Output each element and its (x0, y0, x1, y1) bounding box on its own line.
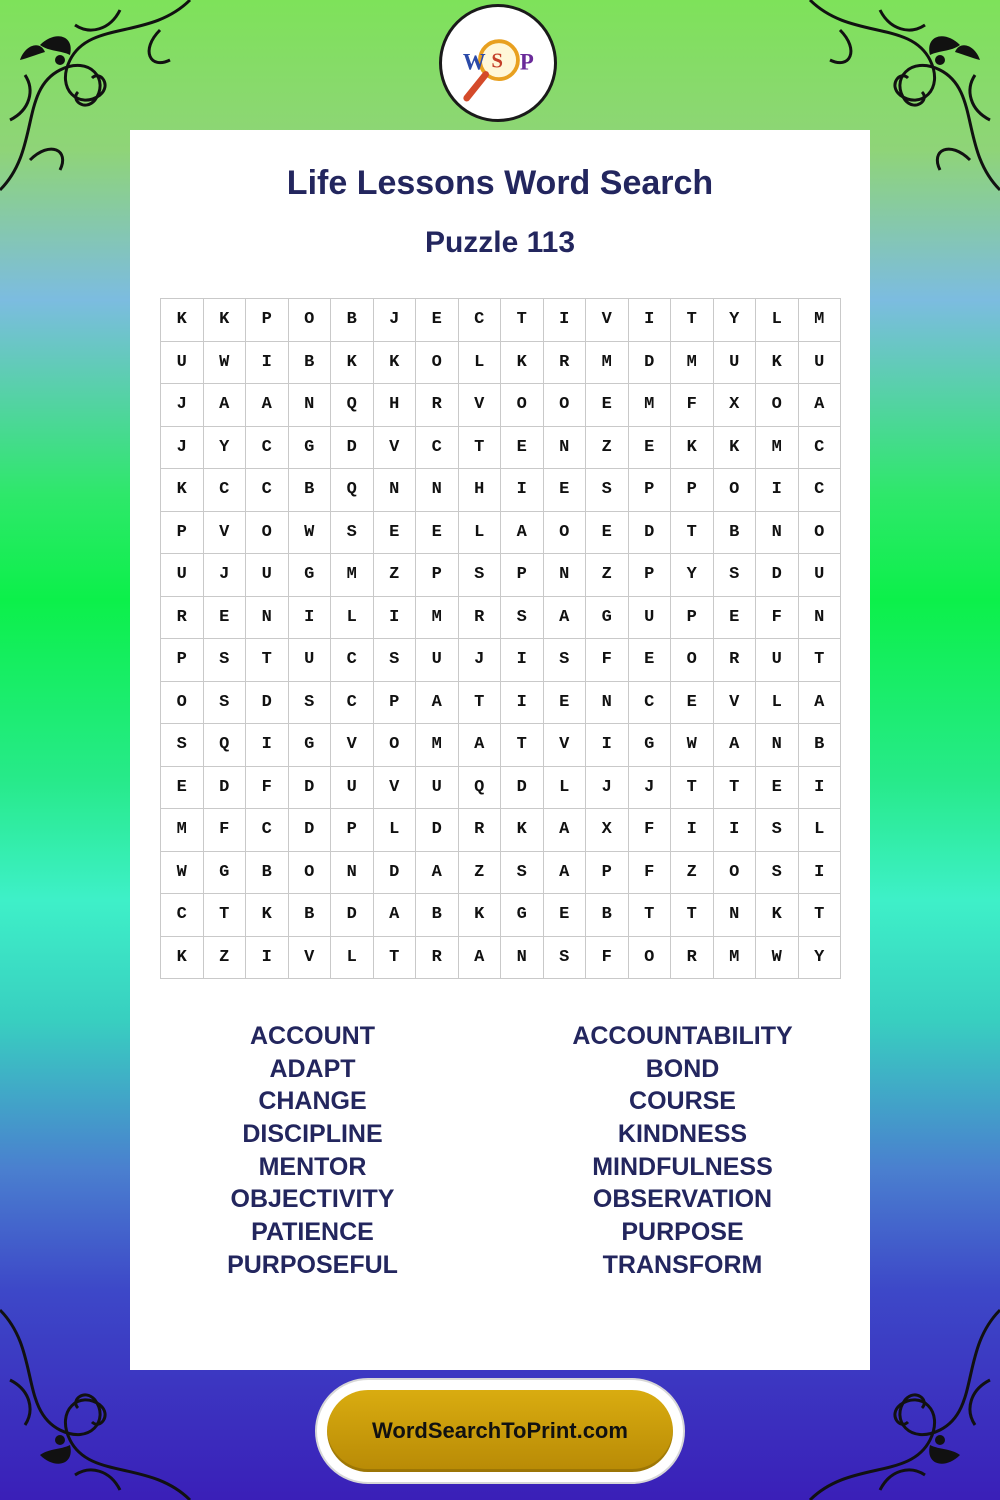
grid-cell[interactable]: V (544, 724, 587, 767)
grid-cell[interactable]: I (501, 682, 544, 725)
grid-cell[interactable]: J (161, 384, 204, 427)
grid-cell[interactable]: W (289, 512, 332, 555)
grid-cell[interactable]: E (586, 512, 629, 555)
grid-cell[interactable]: E (544, 469, 587, 512)
grid-cell[interactable]: I (799, 852, 842, 895)
grid-cell[interactable]: B (799, 724, 842, 767)
word-list-item: ACCOUNT (250, 1022, 375, 1050)
grid-cell[interactable]: Z (204, 937, 247, 980)
grid-cell[interactable]: C (246, 809, 289, 852)
grid-cell[interactable]: F (756, 597, 799, 640)
grid-cell[interactable]: N (289, 384, 332, 427)
word-list-item: ADAPT (269, 1054, 356, 1083)
grid-cell[interactable]: U (714, 342, 757, 385)
grid-cell[interactable]: R (671, 937, 714, 980)
grid-cell[interactable]: O (289, 852, 332, 895)
grid-cell[interactable]: I (586, 724, 629, 767)
grid-cell[interactable]: B (331, 299, 374, 342)
grid-cell[interactable]: E (161, 767, 204, 810)
grid-cell[interactable]: D (331, 894, 374, 937)
grid-cell[interactable]: I (501, 639, 544, 682)
grid-cell[interactable]: F (629, 852, 672, 895)
puzzle-card (130, 130, 870, 1370)
magnifier-logo-icon (442, 7, 554, 119)
grid-cell[interactable]: I (544, 299, 587, 342)
grid-cell[interactable]: C (246, 427, 289, 470)
logo-letter-p: P (519, 49, 534, 75)
grid-cell[interactable]: F (629, 809, 672, 852)
grid-cell[interactable]: W (161, 852, 204, 895)
grid-cell[interactable]: H (374, 384, 417, 427)
grid-cell[interactable]: K (246, 894, 289, 937)
grid-cell[interactable]: A (246, 384, 289, 427)
grid-cell[interactable]: U (161, 554, 204, 597)
grid-cell[interactable]: B (289, 894, 332, 937)
grid-cell[interactable]: A (799, 384, 842, 427)
grid-cell[interactable]: S (714, 554, 757, 597)
grid-cell[interactable]: U (799, 342, 842, 385)
grid-cell[interactable]: Q (331, 384, 374, 427)
grid-cell[interactable]: U (629, 597, 672, 640)
grid-cell[interactable]: D (501, 767, 544, 810)
grid-cell[interactable]: C (331, 639, 374, 682)
grid-cell[interactable]: M (671, 342, 714, 385)
grid-cell[interactable]: D (246, 682, 289, 725)
grid-cell[interactable]: U (799, 554, 842, 597)
grid-cell[interactable]: L (331, 597, 374, 640)
grid-cell[interactable]: V (586, 299, 629, 342)
grid-cell[interactable]: K (161, 469, 204, 512)
grid-cell[interactable]: P (671, 597, 714, 640)
word-list-item: MENTOR (258, 1152, 367, 1181)
grid-cell[interactable]: I (246, 937, 289, 980)
grid-cell[interactable]: S (161, 724, 204, 767)
grid-cell[interactable]: D (416, 809, 459, 852)
grid-cell[interactable]: T (799, 894, 842, 937)
grid-cell[interactable]: B (289, 469, 332, 512)
grid-cell[interactable]: A (544, 809, 587, 852)
grid-cell[interactable]: O (246, 512, 289, 555)
grid-cell[interactable]: E (544, 894, 587, 937)
grid-cell[interactable]: C (204, 469, 247, 512)
grid-cell[interactable]: I (799, 767, 842, 810)
grid-cell[interactable]: G (289, 554, 332, 597)
grid-cell[interactable]: U (331, 767, 374, 810)
grid-cell[interactable]: U (289, 639, 332, 682)
grid-cell[interactable]: I (714, 809, 757, 852)
grid-cell[interactable]: S (204, 682, 247, 725)
grid-cell[interactable]: J (586, 767, 629, 810)
grid-cell[interactable]: Y (799, 937, 842, 980)
word-list-item: PURPOSEFUL (227, 1250, 398, 1279)
grid-cell[interactable]: O (544, 384, 587, 427)
grid-cell[interactable]: Z (586, 427, 629, 470)
grid-cell[interactable]: V (374, 767, 417, 810)
grid-cell[interactable]: W (204, 342, 247, 385)
grid-cell[interactable]: I (629, 299, 672, 342)
site-link[interactable]: WordSearchToPrint.com (327, 1390, 673, 1472)
grid-cell[interactable]: G (501, 894, 544, 937)
grid-cell[interactable]: S (756, 809, 799, 852)
grid-cell[interactable]: Y (204, 427, 247, 470)
grid-cell[interactable]: N (416, 469, 459, 512)
grid-cell[interactable]: S (756, 852, 799, 895)
grid-cell[interactable]: K (374, 342, 417, 385)
grid-cell[interactable]: N (374, 469, 417, 512)
grid-cell[interactable]: M (161, 809, 204, 852)
grid-cell[interactable]: S (459, 554, 502, 597)
grid-cell[interactable]: G (204, 852, 247, 895)
grid-cell[interactable]: A (714, 724, 757, 767)
grid-cell[interactable]: R (544, 342, 587, 385)
grid-cell[interactable]: K (671, 427, 714, 470)
grid-cell[interactable]: F (246, 767, 289, 810)
grid-cell[interactable]: T (714, 767, 757, 810)
grid-cell[interactable]: E (416, 299, 459, 342)
grid-cell[interactable]: A (501, 512, 544, 555)
grid-cell[interactable]: N (756, 512, 799, 555)
grid-cell[interactable]: T (246, 639, 289, 682)
word-list-item: MINDFULNESS (592, 1152, 773, 1181)
grid-cell[interactable]: N (331, 852, 374, 895)
grid-cell[interactable]: A (544, 597, 587, 640)
wsp-logo (439, 4, 557, 122)
grid-cell[interactable]: V (459, 384, 502, 427)
grid-cell[interactable]: P (629, 469, 672, 512)
grid-cell[interactable]: I (756, 469, 799, 512)
word-list-item: COURSE (629, 1087, 736, 1116)
grid-cell[interactable]: E (714, 597, 757, 640)
grid-cell[interactable]: O (714, 852, 757, 895)
grid-cell[interactable]: S (204, 639, 247, 682)
grid-cell[interactable]: J (204, 554, 247, 597)
grid-cell[interactable]: A (416, 682, 459, 725)
grid-cell[interactable]: K (714, 427, 757, 470)
grid-cell[interactable]: K (756, 894, 799, 937)
grid-cell[interactable]: P (331, 809, 374, 852)
grid-cell[interactable]: Q (204, 724, 247, 767)
grid-cell[interactable]: V (204, 512, 247, 555)
grid-cell[interactable]: A (459, 937, 502, 980)
grid-cell[interactable]: A (799, 682, 842, 725)
grid-cell[interactable]: C (799, 469, 842, 512)
grid-cell[interactable]: M (331, 554, 374, 597)
word-list-item: KINDNESS (617, 1120, 748, 1149)
grid-cell[interactable]: T (459, 427, 502, 470)
grid-cell[interactable]: L (331, 937, 374, 980)
grid-cell[interactable]: J (161, 427, 204, 470)
grid-cell[interactable]: R (416, 937, 459, 980)
grid-cell[interactable]: O (756, 384, 799, 427)
grid-cell[interactable]: P (161, 512, 204, 555)
grid-cell[interactable]: Y (714, 299, 757, 342)
grid-cell[interactable]: Q (331, 469, 374, 512)
grid-cell[interactable]: C (246, 469, 289, 512)
grid-cell[interactable]: E (374, 512, 417, 555)
grid-cell[interactable]: Y (671, 554, 714, 597)
grid-cell[interactable]: T (671, 512, 714, 555)
grid-cell[interactable]: M (586, 342, 629, 385)
grid-cell[interactable]: A (204, 384, 247, 427)
grid-cell[interactable]: N (544, 427, 587, 470)
grid-cell[interactable]: V (374, 427, 417, 470)
word-list-item: ACCOUNTABILITY (572, 1022, 793, 1050)
grid-cell[interactable]: T (671, 894, 714, 937)
grid-cell[interactable]: A (374, 894, 417, 937)
grid-cell[interactable]: C (161, 894, 204, 937)
word-list-item: PURPOSE (621, 1218, 744, 1247)
grid-cell[interactable]: I (289, 597, 332, 640)
grid-cell[interactable]: N (756, 724, 799, 767)
grid-cell[interactable]: A (544, 852, 587, 895)
grid-cell[interactable]: K (204, 299, 247, 342)
grid-cell[interactable]: H (459, 469, 502, 512)
grid-cell[interactable]: S (501, 597, 544, 640)
grid-cell[interactable]: E (544, 682, 587, 725)
grid-cell[interactable]: M (756, 427, 799, 470)
grid-cell[interactable]: S (374, 639, 417, 682)
grid-cell[interactable]: O (544, 512, 587, 555)
grid-cell[interactable]: I (374, 597, 417, 640)
grid-cell[interactable]: K (501, 342, 544, 385)
grid-cell[interactable]: K (459, 894, 502, 937)
grid-cell[interactable]: U (416, 639, 459, 682)
grid-cell[interactable]: B (714, 512, 757, 555)
grid-cell[interactable]: R (161, 597, 204, 640)
grid-cell[interactable]: D (204, 767, 247, 810)
grid-cell[interactable]: Q (459, 767, 502, 810)
grid-cell[interactable]: I (501, 469, 544, 512)
grid-cell[interactable]: O (629, 937, 672, 980)
grid-cell[interactable]: Z (459, 852, 502, 895)
grid-cell[interactable]: E (629, 427, 672, 470)
grid-cell[interactable]: L (756, 682, 799, 725)
grid-cell[interactable]: Z (374, 554, 417, 597)
grid-cell[interactable]: M (416, 597, 459, 640)
grid-cell[interactable]: S (586, 469, 629, 512)
grid-cell[interactable]: L (544, 767, 587, 810)
grid-cell[interactable]: G (289, 427, 332, 470)
grid-cell[interactable]: T (671, 767, 714, 810)
grid-cell[interactable]: S (544, 639, 587, 682)
grid-cell[interactable]: F (586, 937, 629, 980)
grid-cell[interactable]: T (501, 724, 544, 767)
grid-cell[interactable]: P (501, 554, 544, 597)
grid-cell[interactable]: C (416, 427, 459, 470)
grid-cell[interactable]: K (161, 937, 204, 980)
grid-cell[interactable]: E (586, 384, 629, 427)
grid-cell[interactable]: O (714, 469, 757, 512)
grid-cell[interactable]: L (756, 299, 799, 342)
grid-cell[interactable]: O (501, 384, 544, 427)
grid-cell[interactable]: B (416, 894, 459, 937)
grid-cell[interactable]: D (629, 512, 672, 555)
grid-cell[interactable]: G (289, 724, 332, 767)
grid-cell[interactable]: B (246, 852, 289, 895)
grid-cell[interactable]: K (501, 809, 544, 852)
word-list-item: PATIENCE (251, 1218, 374, 1247)
grid-cell[interactable]: P (246, 299, 289, 342)
grid-cell[interactable]: N (544, 554, 587, 597)
grid-cell[interactable]: P (586, 852, 629, 895)
grid-cell[interactable]: V (331, 724, 374, 767)
grid-cell[interactable]: N (246, 597, 289, 640)
grid-cell[interactable]: X (714, 384, 757, 427)
logo-letter-w: W (462, 49, 486, 75)
grid-cell[interactable]: T (671, 299, 714, 342)
grid-cell[interactable]: D (289, 767, 332, 810)
grid-cell[interactable]: W (756, 937, 799, 980)
grid-cell[interactable]: D (289, 809, 332, 852)
grid-cell[interactable]: N (799, 597, 842, 640)
grid-cell[interactable]: N (714, 894, 757, 937)
grid-cell[interactable]: P (629, 554, 672, 597)
grid-cell[interactable]: P (161, 639, 204, 682)
grid-cell[interactable]: K (161, 299, 204, 342)
grid-cell[interactable]: R (459, 809, 502, 852)
grid-cell[interactable]: I (246, 724, 289, 767)
grid-cell[interactable]: O (416, 342, 459, 385)
grid-cell[interactable]: M (629, 384, 672, 427)
grid-cell[interactable]: N (586, 682, 629, 725)
grid-cell[interactable]: T (799, 639, 842, 682)
grid-cell[interactable]: L (459, 342, 502, 385)
grid-cell[interactable]: R (714, 639, 757, 682)
grid-cell[interactable]: P (374, 682, 417, 725)
grid-cell[interactable]: O (671, 639, 714, 682)
site-banner[interactable] (315, 1378, 685, 1484)
logo-letter-s: S (491, 48, 503, 73)
grid-cell[interactable]: S (289, 682, 332, 725)
grid-cell[interactable]: L (799, 809, 842, 852)
grid-cell[interactable]: W (671, 724, 714, 767)
grid-cell[interactable]: Z (586, 554, 629, 597)
grid-cell[interactable]: R (416, 384, 459, 427)
grid-cell[interactable]: I (246, 342, 289, 385)
grid-cell[interactable]: P (416, 554, 459, 597)
grid-cell[interactable]: C (629, 682, 672, 725)
grid-cell[interactable]: D (756, 554, 799, 597)
grid-cell[interactable]: B (289, 342, 332, 385)
grid-cell[interactable]: O (799, 512, 842, 555)
word-list-item: OBSERVATION (592, 1185, 773, 1214)
grid-cell[interactable]: J (629, 767, 672, 810)
grid-cell[interactable]: A (416, 852, 459, 895)
grid-cell[interactable]: T (374, 937, 417, 980)
grid-cell[interactable]: C (331, 682, 374, 725)
puzzle-number: Puzzle 113 (424, 226, 576, 259)
grid-cell[interactable]: B (586, 894, 629, 937)
grid-cell[interactable]: E (671, 682, 714, 725)
grid-cell[interactable]: G (629, 724, 672, 767)
grid-cell[interactable]: E (501, 427, 544, 470)
letter-grid (160, 298, 841, 979)
grid-cell[interactable]: K (331, 342, 374, 385)
grid-cell[interactable]: U (416, 767, 459, 810)
grid-cell[interactable]: N (501, 937, 544, 980)
word-list (130, 1020, 870, 1282)
word-list-item: CHANGE (258, 1087, 367, 1116)
grid-cell[interactable]: K (756, 342, 799, 385)
grid-cell[interactable]: U (246, 554, 289, 597)
grid-cell[interactable]: O (289, 299, 332, 342)
grid-cell[interactable]: E (629, 639, 672, 682)
grid-cell[interactable]: T (629, 894, 672, 937)
grid-cell[interactable]: C (799, 427, 842, 470)
grid-cell[interactable]: M (799, 299, 842, 342)
grid-cell[interactable]: D (374, 852, 417, 895)
grid-cell[interactable]: X (586, 809, 629, 852)
grid-cell[interactable]: Z (671, 852, 714, 895)
grid-cell[interactable]: M (714, 937, 757, 980)
grid-cell[interactable]: U (756, 639, 799, 682)
grid-cell[interactable]: D (331, 427, 374, 470)
grid-cell[interactable]: F (586, 639, 629, 682)
grid-cell[interactable]: D (629, 342, 672, 385)
grid-cell[interactable]: J (374, 299, 417, 342)
grid-cell[interactable]: E (416, 512, 459, 555)
grid-cell[interactable]: M (416, 724, 459, 767)
word-list-item: OBJECTIVITY (230, 1185, 395, 1214)
word-list-item: BOND (645, 1054, 720, 1083)
grid-cell[interactable]: C (459, 299, 502, 342)
grid-cell[interactable]: O (374, 724, 417, 767)
grid-cell[interactable]: I (671, 809, 714, 852)
grid-cell[interactable]: O (161, 682, 204, 725)
grid-cell[interactable]: P (671, 469, 714, 512)
grid-cell[interactable]: T (204, 894, 247, 937)
grid-cell[interactable]: V (714, 682, 757, 725)
grid-cell[interactable]: A (459, 724, 502, 767)
grid-cell[interactable]: L (459, 512, 502, 555)
word-list-item: TRANSFORM (602, 1250, 763, 1279)
grid-cell[interactable]: F (671, 384, 714, 427)
grid-cell[interactable]: S (544, 937, 587, 980)
grid-cell[interactable]: R (459, 597, 502, 640)
grid-cell[interactable]: U (161, 342, 204, 385)
grid-cell[interactable]: E (756, 767, 799, 810)
word-list-item: DISCIPLINE (242, 1120, 383, 1149)
grid-cell[interactable]: T (459, 682, 502, 725)
grid-cell[interactable]: F (204, 809, 247, 852)
page-title: Life Lessons Word Search (286, 164, 714, 202)
grid-cell[interactable]: J (459, 639, 502, 682)
grid-cell[interactable]: S (331, 512, 374, 555)
grid-cell[interactable]: V (289, 937, 332, 980)
grid-cell[interactable]: G (586, 597, 629, 640)
grid-cell[interactable]: L (374, 809, 417, 852)
grid-cell[interactable]: S (501, 852, 544, 895)
grid-cell[interactable]: E (204, 597, 247, 640)
grid-cell[interactable]: T (501, 299, 544, 342)
